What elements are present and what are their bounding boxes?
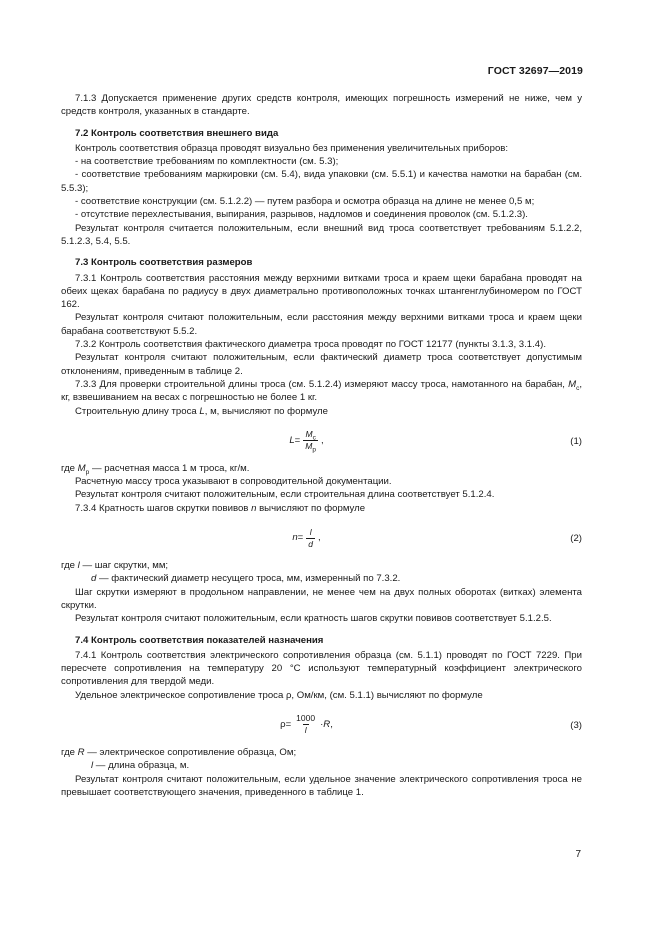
formula-1-number: (1) xyxy=(570,435,582,447)
formula-1: L = $\frac{M_с}{M_р}$ , (1) xyxy=(289,429,582,455)
formula-2-fraction: $\frac{l}{d}$ xyxy=(308,526,313,549)
list-item: - соответствие конструкции (см. 5.1.2.2) — путем разбора и осмотра образца на длине не менее 0,5 м; xyxy=(75,196,535,208)
paragraph-length-formula-intro: Строительную длину троса L, м, вычисляют по формуле xyxy=(75,405,328,417)
paragraph-resistivity-intro: Удельное электрическое сопротивление троса ρ, Ом/км, (см. 5.1.1) вычисляют по формуле xyxy=(75,689,483,701)
where-clause-l: где l — шаг скрутки, мм; xyxy=(61,560,169,572)
paragraph-7-3-1: 7.3.1 Контроль соответствия расстояния между верхними витками троса и краем щеки барабана проводят на обеих щеках барабана по радиусу в двух диаметрально противоположных точках штангенглубиномером по ГОСТ 162. xyxy=(61,272,582,311)
list-item: - на соответствие требованиям по комплектности (см. 5.3); xyxy=(75,156,339,168)
heading-7-2: 7.2 Контроль соответствия внешнего вида xyxy=(75,127,279,139)
formula-2: n = $\frac{l}{d}$ , (2) xyxy=(292,526,582,549)
paragraph-7-3-4-result: Результат контроля считают положительным, если кратность шагов скрутки повивов соответствует 5.1.2.5. xyxy=(75,613,552,625)
paragraph-7-4-1: 7.4.1 Контроль соответствия электрического сопротивления образца (см. 5.1.1) проводят по ГОСТ 7229. При пересчете сопротивления на температуру 20 °С используют температурный коэффициент электрического сопротивления для твердой меди. xyxy=(61,649,582,688)
where-clause-mp: где $M_р$ — расчетная масса 1 м троса, кг/м. xyxy=(61,462,250,476)
paragraph-7-2-result: Результат контроля считается положительным, если внешний вид троса соответствует требованиям 5.1.2.2, 5.1.2.3, 5.4, 5.5. xyxy=(61,222,582,247)
page-number: 7 xyxy=(575,849,581,860)
paragraph-twist-step: Шаг скрутки измеряют в продольном направлении, не менее чем на двух полных оборотах (витках) элемента скрутки. xyxy=(61,586,582,611)
paragraph-7-3-1-result: Результат контроля считают положительным, если расстояния между верхними витками троса и краем щеки барабана соответствуют 5.5.2. xyxy=(61,312,582,337)
formula-3-number: (3) xyxy=(570,719,582,731)
formula-2-lhs: n xyxy=(292,532,298,544)
heading-7-3: 7.3 Контроль соответствия размеров xyxy=(75,257,253,269)
standard-header: ГОСТ 32697—2019 xyxy=(487,65,583,77)
paragraph-7-1-3: 7.1.3 Допускается применение других средств контроля, имеющих погрешность измерений не ниже, чем у средств контроля, указанных в стандарте. xyxy=(61,93,582,118)
page-content xyxy=(61,92,582,799)
paragraph-7-3-3: 7.3.3 Для проверки строительной длины троса (см. 5.1.2.4) измеряют массу троса, намотанного на барабан, $M_с$, кг, взвешиванием на весах с погрешностью не более 1 кг. xyxy=(61,378,582,404)
formula-1-fraction: $\frac{M_с}{M_р}$ xyxy=(305,429,316,455)
where-clause-sample-length: l — длина образца, м. xyxy=(91,760,190,772)
paragraph-7-3-2: 7.3.2 Контроль соответствия фактического диаметра троса проводят по ГОСТ 12177 (пункты 3.1.3, 3.1.4). xyxy=(75,339,546,351)
list-item: - отсутствие перехлестывания, выпирания, разрывов, надломов и соединения проволок (см. 5.1.2.3). xyxy=(75,209,528,221)
formula-2-number: (2) xyxy=(570,533,582,545)
paragraph-7-3-3-result: Результат контроля считают положительным, если строительная длина соответствует 5.1.2.4. xyxy=(75,489,495,501)
paragraph-7-4-1-result: Результат контроля считают положительным, если удельное значение электрического сопротивления троса не превышает соответствующего значения, приведенного в таблице 1. xyxy=(61,773,582,798)
where-clause-r: где R — электрическое сопротивление образца, Ом; xyxy=(61,746,297,758)
paragraph-7-3-4: 7.3.4 Кратность шагов скрутки повивов n вычисляют по формуле xyxy=(75,502,366,514)
heading-7-4: 7.4 Контроль соответствия показателей назначения xyxy=(75,634,324,646)
formula-1-lhs: L xyxy=(289,435,295,447)
paragraph-mass-docs: Расчетную массу троса указывают в сопроводительной документации. xyxy=(75,476,392,488)
formula-3-lhs: ρ xyxy=(280,719,286,731)
paragraph-7-3-2-result: Результат контроля считают положительным, если фактический диаметр троса соответствует допустимым отклонениям, приведенным в таблице 2. xyxy=(61,352,582,377)
formula-3-fraction: $\frac{1000}{l}$ xyxy=(296,713,316,736)
where-clause-d: d — фактический диаметр несущего троса, мм, измеренный по 7.3.2. xyxy=(91,573,401,585)
paragraph-7-2-intro: Контроль соответствия образца проводят визуально без применения увеличительных приборов: xyxy=(75,142,509,154)
list-item: - соответствие требованиям маркировки (см. 5.4), вида упаковки (см. 5.5.1) и качества намотки на барабан (см. 5.5.3); xyxy=(61,169,582,194)
formula-3: ρ = $\frac{1000}{l}$ · R , (3) xyxy=(280,713,582,736)
